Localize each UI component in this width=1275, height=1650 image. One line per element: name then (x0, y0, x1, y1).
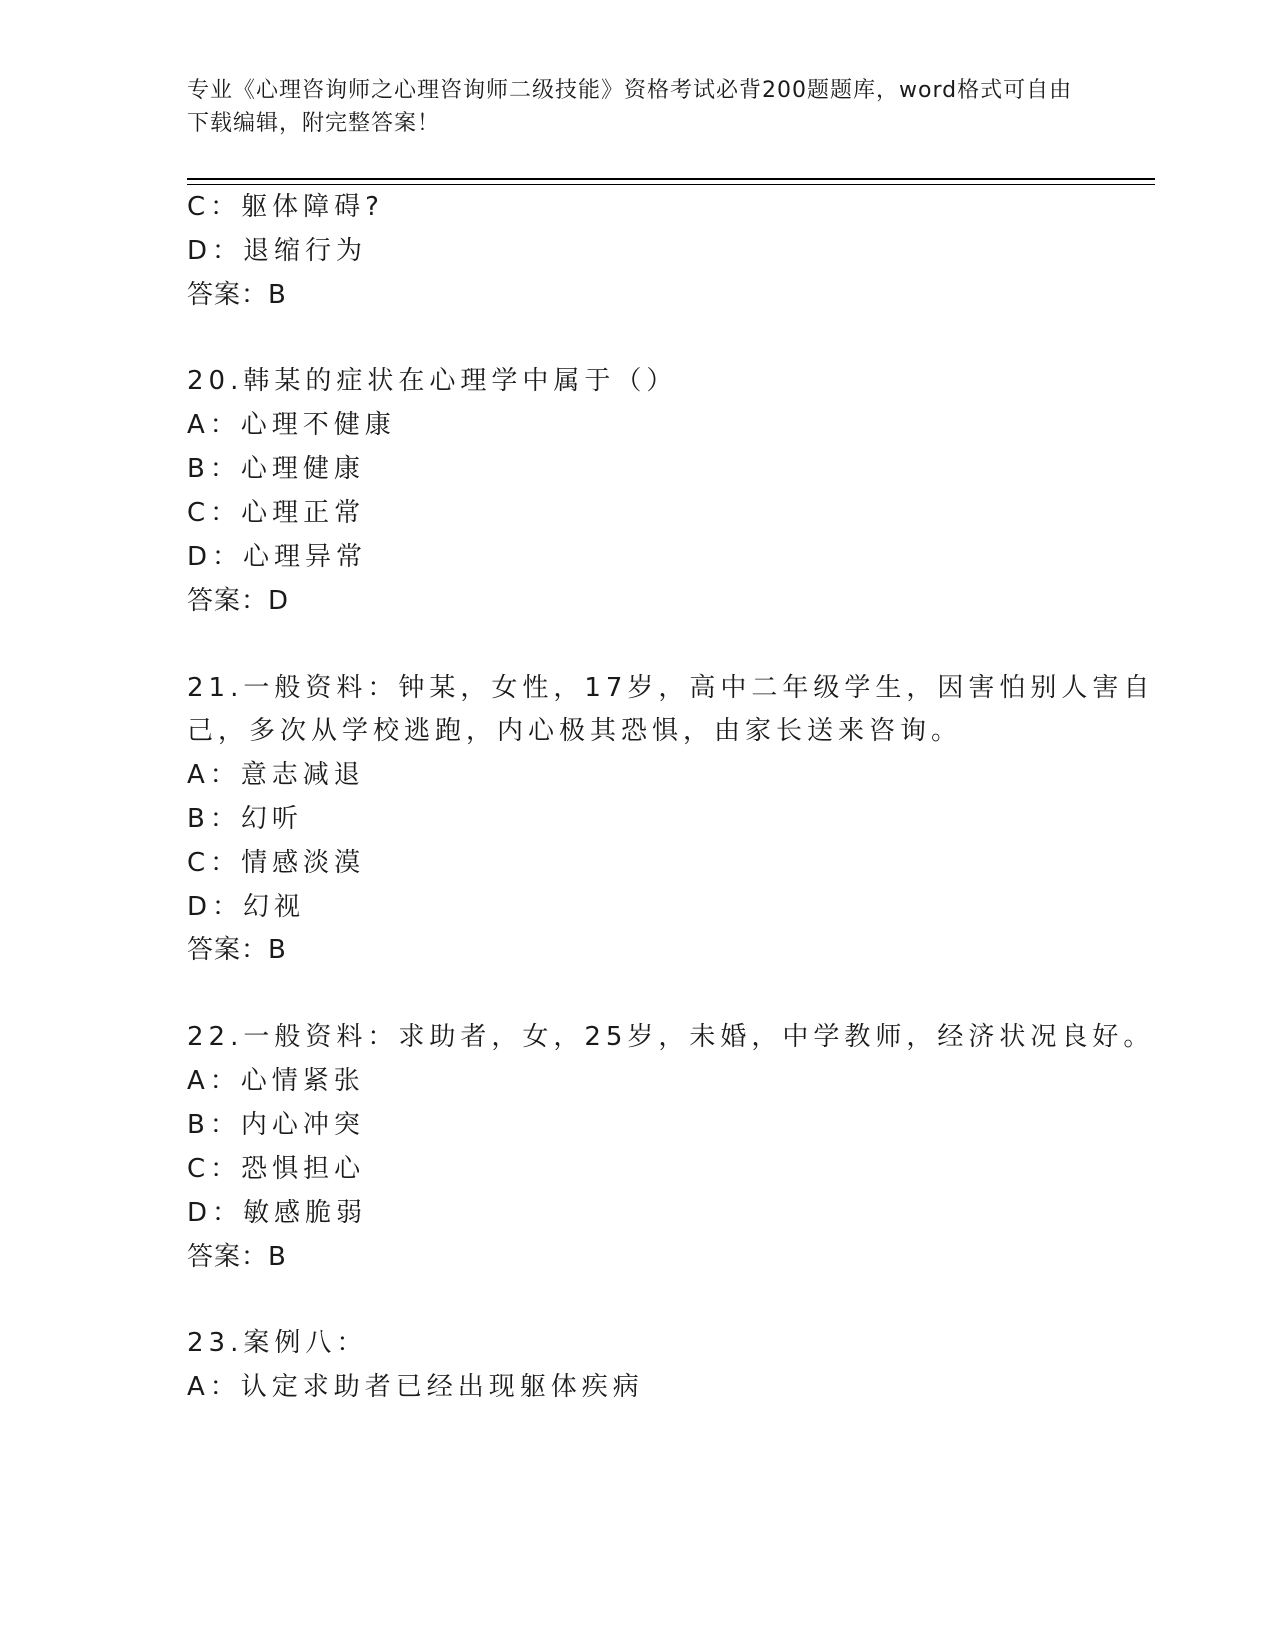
question-stem: 20.韩某的症状在心理学中属于（） (187, 366, 678, 396)
option-line: B：心理健康 (187, 454, 365, 484)
question-stem: 21.一般资料：钟某，女性，17岁，高中二年级学生，因害怕别人害自 (187, 673, 1155, 703)
option-line: D：心理异常 (187, 542, 368, 572)
option-line: D：敏感脆弱 (187, 1198, 368, 1228)
option-line: A：意志减退 (187, 760, 365, 790)
option-line: C：恐惧担心 (187, 1154, 366, 1184)
answer-line: 答案：D (187, 586, 290, 616)
option-line: C：躯体障碍? (187, 192, 384, 222)
option-line: D：退缩行为 (187, 236, 368, 266)
option-line: A：心情紧张 (187, 1066, 365, 1096)
question-stem: 己，多次从学校逃跑，内心极其恐惧，由家长送来咨询。 (187, 716, 963, 746)
header-rule-top (187, 178, 1155, 180)
answer-line: 答案：B (187, 1242, 287, 1272)
option-line: B：内心冲突 (187, 1110, 365, 1140)
option-line: A：心理不健康 (187, 410, 396, 440)
document-header: 专业《心理咨询师之心理咨询师二级技能》资格考试必背200题题库，word格式可自由下载编辑，附完整答案！ (187, 78, 1073, 136)
question-stem: 23.案例八： (187, 1328, 368, 1358)
question-stem: 22.一般资料：求助者，女，25岁，未婚，中学教师，经济状况良好。 (187, 1022, 1155, 1052)
option-line: A：认定求助者已经出现躯体疾病 (187, 1372, 644, 1402)
header-rule-bottom (187, 184, 1155, 185)
answer-line: 答案：B (187, 935, 287, 965)
option-line: C：心理正常 (187, 498, 366, 528)
answer-line: 答案：B (187, 280, 287, 310)
option-line: D：幻视 (187, 892, 306, 922)
option-line: B：幻听 (187, 804, 303, 834)
option-line: C：情感淡漠 (187, 848, 366, 878)
